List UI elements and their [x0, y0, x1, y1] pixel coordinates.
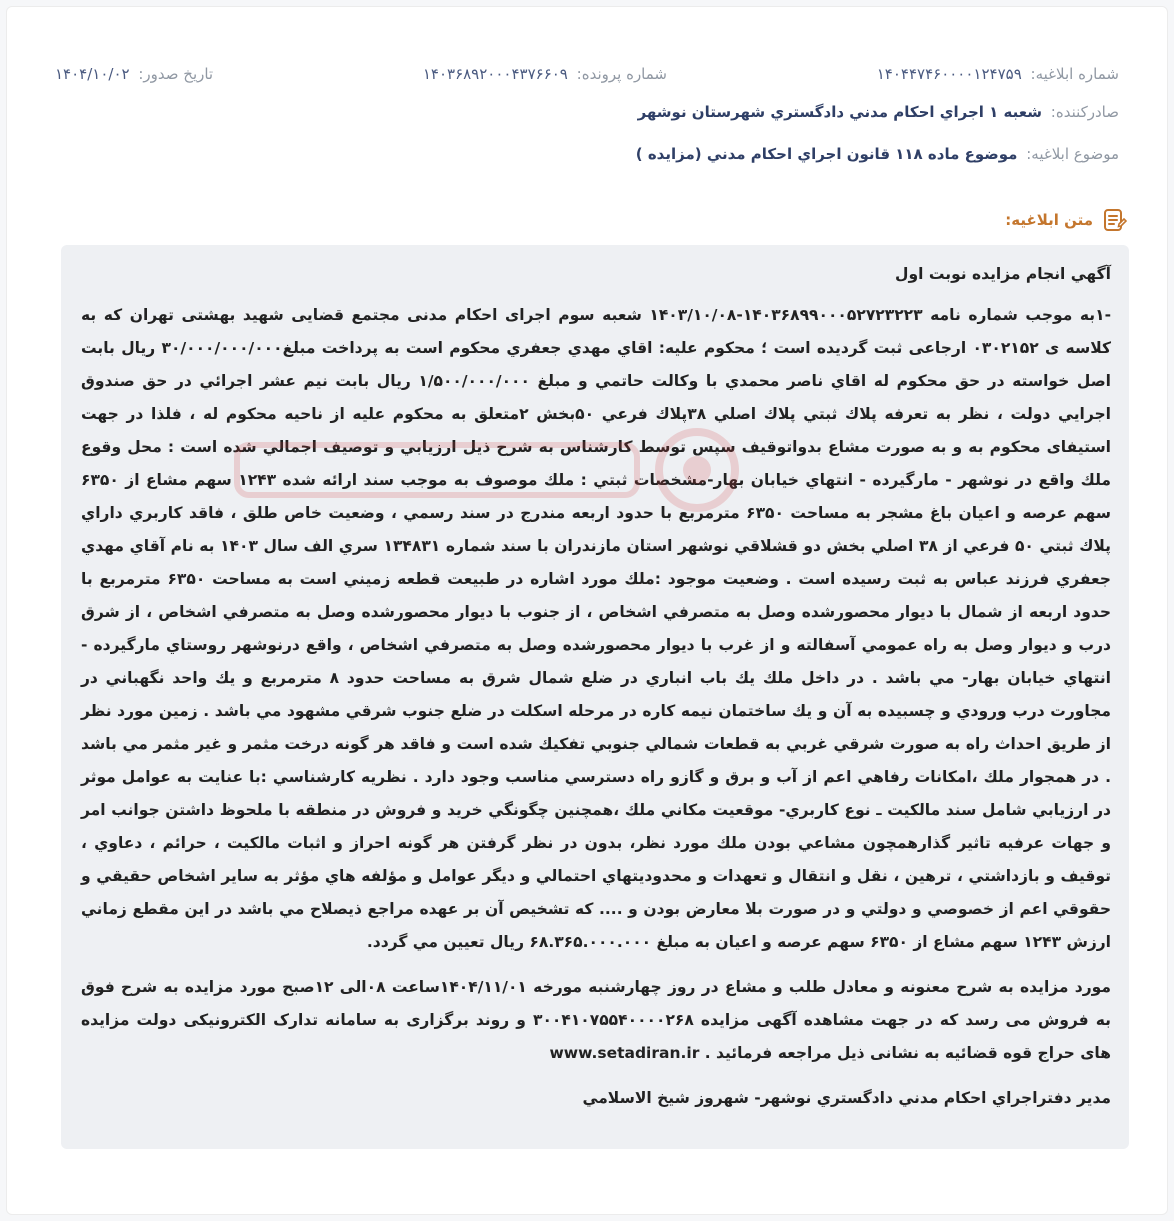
notice-signature: مدير دفتراجراي احكام مدني دادگستري نوشهر- شهروز شيخ الاسلامي — [582, 1089, 1111, 1107]
subject-label: موضوع ابلاغيه: — [1026, 145, 1119, 163]
notice-number-label: شماره ابلاغيه: — [1030, 65, 1119, 83]
case-number-value: ۱۴۰۳۶۸۹۲۰۰۰۴۳۷۶۶۰۹ — [422, 65, 568, 83]
issue-date-label: تاريخ صدور: — [138, 65, 214, 83]
meta-row — [55, 59, 1119, 89]
notice-number — [877, 65, 1119, 83]
notice-number-value: ۱۴۰۴۴۷۴۶۰۰۰۰۱۲۴۷۵۹ — [876, 65, 1022, 83]
notice-paragraph: -۱به موجب شماره نامه ۱۴۰۳۶۸۹۹۰۰۰۵۲۷۲۳۲۲۳-۱۴۰۳/۱۰/۰۸ شعبه سوم اجرای احکام مدنی مجتمع قضایی شهید بهشتی تهران که به کلاسه ی ۰۳۰۲۱۵۲ ارجاعی ثبت گرديده است ؛ محكوم عليه: اقاي مهدي جعفري محكوم است به پرداخت مبلغ۳۰/۰۰۰/۰۰۰/۰۰۰ ريال بابت اصل خواسته در حق محكوم له اقاي ناصر محمدي با وكالت حاتمي و مبلغ ۱/۵۰۰/۰۰۰/۰۰۰ ريال بابت نيم عشر اجرائي در حق صندوق اجرايي دولت ، نظر به تعرفه پلاك ثبتي پلاك اصلي ۳۸پلاك فرعي ۵۰بخش ۲متعلق به محكوم عليه از ناحيه محكوم له ، فلذا در جهت استيفای محكوم به و به صورت مشاع بدواتوقيف سپس توسط كارشناس به شرح ذيل ارزيابي و توصيف اجمالي شده است : محل وقوع ملك واقع در نوشهر - مارگيرده - انتهاي خيابان بهار-مشخصات ثبتي : ملك موصوف به موجب سند ارائه شده ۱۲۴۳ سهم مشاع از ۶۳۵۰ سهم عرصه و اعيان باغ مشجر به مساحت ۶۳۵۰ مترمربع با حدود اربعه مندرج در سند رسمي ، وضعيت خاص طلق ، فاقد كاربري داراي پلاك ثبتي ۵۰ فرعي از ۳۸ اصلي بخش دو قشلاقي نوشهر استان مازندران با سند شماره ۱۳۴۸۳۱ سري الف سال ۱۴۰۳ به نام آقاي مهدي جعفري فرزند عباس به ثبت رسيده است . وضعيت موجود :ملك مورد اشاره در طبيعت قطعه زميني است به مساحت ۶۳۵۰ مترمربع با حدود اربعه از شمال با ديوار محصورشده وصل به متصرفي اشخاص ، از جنوب با ديوار محصورشده وصل به متصرفي اشخاص ، از شرق درب و ديوار وصل به راه عمومي آسفالته و از غرب با ديوار محصورشده وصل به متصرفي اشخاص ، واقع درنوشهر روستاي مارگيرده - انتهاي خيابان بهار- مي باشد . در داخل ملك يك باب انباري در ضلع شمال شرق به مساحت حدود ۸ مترمربع و يك واحد نگهباني در مجاورت درب ورودي و چسبيده به آن و يك ساختمان نيمه كاره در مرحله اسكلت در ضلع جنوب شرقي مشهود مي باشد . زمين مورد نظر از طريق احداث راه به صورت شرقي غربي به قطعات شمالي جنوبي تفكيك شده است و فاقد هر گونه درخت مثمر و غير مثمر مي باشد . در همجوار ملك ،امكانات رفاهي اعم از آب و برق و گازو راه دسترسي مناسب وجود دارد . نظريه كارشناسي :با عنايت به عوامل موثر در ارزيابي شامل سند مالكيت ـ نوع كاربري- موقعيت مكاني ملك ،همچنين چگونگي خريد و فروش در منطقه با ملحوظ داشتن جوانب امر و جهات عرفيه تاثير گذارهمچون مشاعي بودن ملك مورد نظر، بدون در نظر گرفتن هر گونه احراز و اثبات مالكيت ، حرائم ، دعاوي ، توقيف و بازداشتي ، ترهين ، نقل و انتقال و تعهدات و محدوديتهاي احتمالي و ديگر عوامل و مؤلفه هاي مؤثر به ساير اشخاص حقيقي و حقوقي اعم از خصوصي و دولتي و در صورت بلا معارض بودن و .... كه تشخيص آن بر عهده مراجع ذيصلاح مي باشد در اين مقطع زماني ارزش ۱۲۴۳ سهم مشاع از ۶۳۵۰ سهم عرصه و اعيان به مبلغ ۶۸.۳۶۵.۰۰۰.۰۰۰ ريال تعيين مي گردد. — [81, 306, 1112, 951]
issuer-value: شعبه ۱ اجراي احكام مدني دادگستري شهرستان نوشهر — [637, 103, 1042, 121]
case-number — [423, 65, 667, 83]
issue-date-value: ۱۴۰۴/۱۰/۰۲ — [55, 65, 130, 83]
issuer-label: صادرکننده: — [1050, 103, 1119, 121]
notice-paragraph: مورد مزايده به شرح معنونه و معادل طلب و مشاع در روز چهارشنبه مورخه ۱۴۰۴/۱۱/۰۱ساعت ۰۸الی ۱۲صبح مورد مزایده به شرح فوق به فروش می رسد که در جهت مشاهده آگهی مزایده ۳۰۰۴۱۰۷۵۵۴۰۰۰۰۲۶۸ و روند برگزاری به سامانه تدارک الکترونیکی دولت مزایده های حراج قوه قضائیه به نشانی ذیل مراجعه فرمائید . www.setadiran.ir — [81, 978, 1111, 1062]
body-section-title: متن ابلاغيه: — [1005, 211, 1093, 229]
notice-card — [6, 6, 1168, 1215]
subject-line — [636, 145, 1119, 163]
notice-text-box — [61, 245, 1129, 1149]
issuer-line — [638, 103, 1119, 121]
case-number-label: شماره پرونده: — [576, 65, 667, 83]
body-section-heading — [1005, 207, 1127, 233]
issue-date — [55, 65, 213, 83]
notice-text-title: آگهي انجام مزايده نوبت اول — [895, 265, 1111, 283]
document-text-icon — [1101, 207, 1127, 233]
subject-value: موضوع ماده ۱۱۸ قانون اجراي احكام مدني (مزايده ) — [635, 145, 1018, 163]
